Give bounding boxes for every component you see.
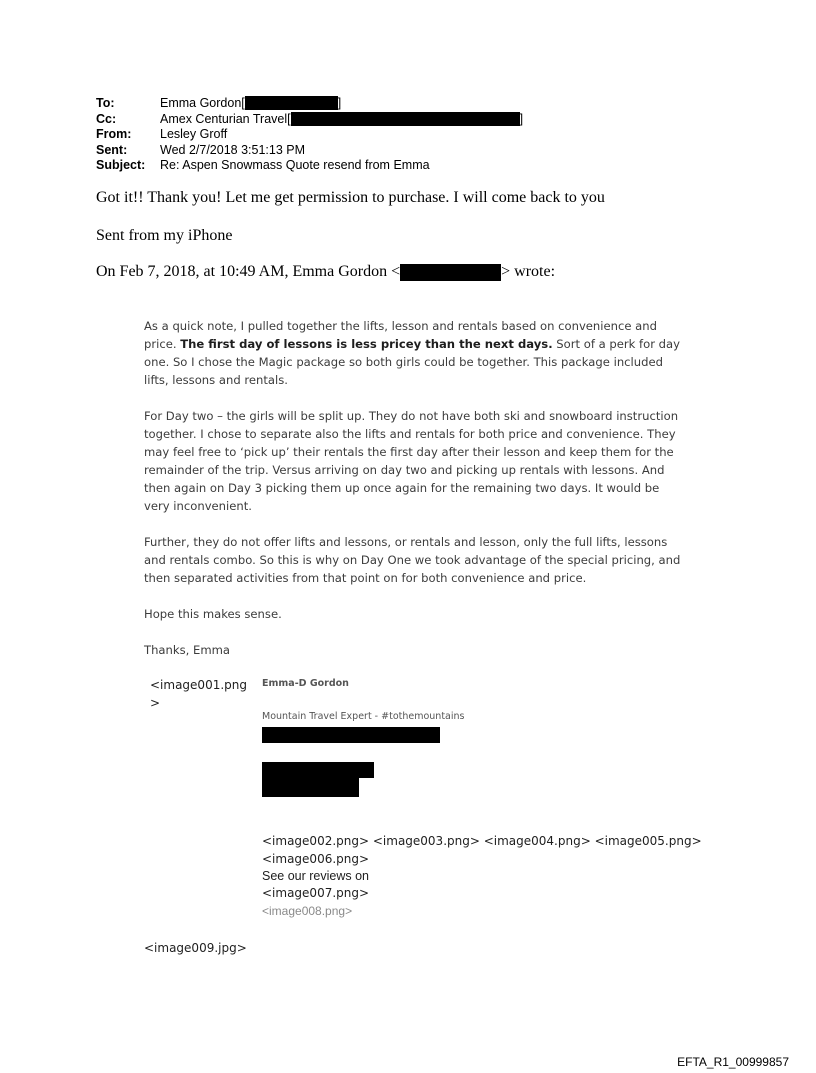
to-label: To:: [96, 96, 115, 110]
from-row: [96, 127, 523, 143]
sent-row: [96, 143, 523, 159]
to-row: [96, 96, 523, 112]
quoted-message: [144, 317, 684, 677]
image-placeholder-9: <image009.jpg>: [144, 941, 247, 955]
quoted-paragraph-5: Thanks, Emma: [144, 643, 231, 657]
reply-line: Got it!! Thank you! Let me get permission to purchase. I will come back to you: [96, 189, 605, 206]
quote-intro: [96, 263, 555, 281]
image-placeholder-7: <image007.png>: [262, 886, 370, 900]
subject-value: Re: Aspen Snowmass Quote resend from Emma: [160, 158, 430, 173]
cc-value: Amex Centurian Travel[: [160, 111, 291, 126]
quoted-bold-text: The first day of lessons is less pricey than the next days.: [180, 337, 553, 351]
cc-row: [96, 112, 523, 128]
cc-label: Cc:: [96, 111, 117, 126]
sender-name: Emma-D Gordon: [262, 678, 349, 689]
reply-signature: Sent from my iPhone: [96, 227, 233, 244]
redaction-bar: [245, 96, 338, 110]
redaction-bar: [291, 112, 520, 126]
to-value: Emma Gordon[: [160, 96, 245, 110]
redaction-bar: [262, 776, 359, 797]
reviews-text: See our reviews on: [262, 869, 370, 883]
image-placeholder-1: <image001.png >: [150, 678, 247, 710]
to-close: ]: [337, 96, 342, 110]
quote-intro-before: On Feb 7, 2018, at 10:49 AM, Emma Gordon <: [96, 263, 401, 280]
quoted-paragraph-2: For Day two – the girls will be split up. They do not have both ski and snowboard instruction together. I chose to separate also the lifts and rentals for both price and convenience. They may feel free to ‘pick up’ their rentals the first day after their lesson and keep them for the remainder of the trip. Versus arriving on day two and picking up rentals with lessons. And then again on Day 3 picking them up once again for the remaining two days. It would be very inconvenient.: [144, 409, 679, 513]
quoted-paragraph-4: Hope this makes sense.: [144, 607, 282, 621]
from-label: From:: [96, 127, 132, 142]
cc-close: ]: [519, 111, 524, 126]
quoted-paragraph-3: Further, they do not offer lifts and lessons, or rentals and lesson, only the full lifts, lessons and rentals combo. So this is why on Day One we took advantage of the special pricing, and then separated activities from that point on for both convenience and price.: [144, 535, 681, 585]
email-header: [96, 96, 523, 174]
image-placeholders-line: <image002.png> <image003.png> <image004.png> <image005.png> <image006.png>: [262, 834, 702, 866]
sender-role: Mountain Travel Expert - #tothemountains: [262, 711, 465, 722]
quoted-text: As a quick note, I pulled together the lifts, lesson and rentals based on convenience and price.: [144, 319, 657, 351]
from-value: Lesley Groff: [160, 127, 228, 142]
quoted-text: Sort of a perk for day one. So I chose the Magic package so both girls could be together. This package included lifts, lessons and rentals.: [144, 337, 681, 387]
subject-row: [96, 158, 523, 174]
redaction-bar: [262, 727, 440, 743]
sent-value: Wed 2/7/2018 3:51:13 PM: [160, 142, 306, 157]
redaction-bar: [400, 264, 501, 281]
document-id: EFTA_R1_00999857: [677, 1055, 789, 1069]
quote-intro-after: > wrote:: [501, 263, 556, 280]
image-placeholder-8: <image008.png>: [262, 904, 353, 918]
quoted-paragraph-1: [144, 317, 684, 389]
sent-label: Sent:: [96, 142, 128, 157]
subject-label: Subject:: [96, 158, 146, 173]
